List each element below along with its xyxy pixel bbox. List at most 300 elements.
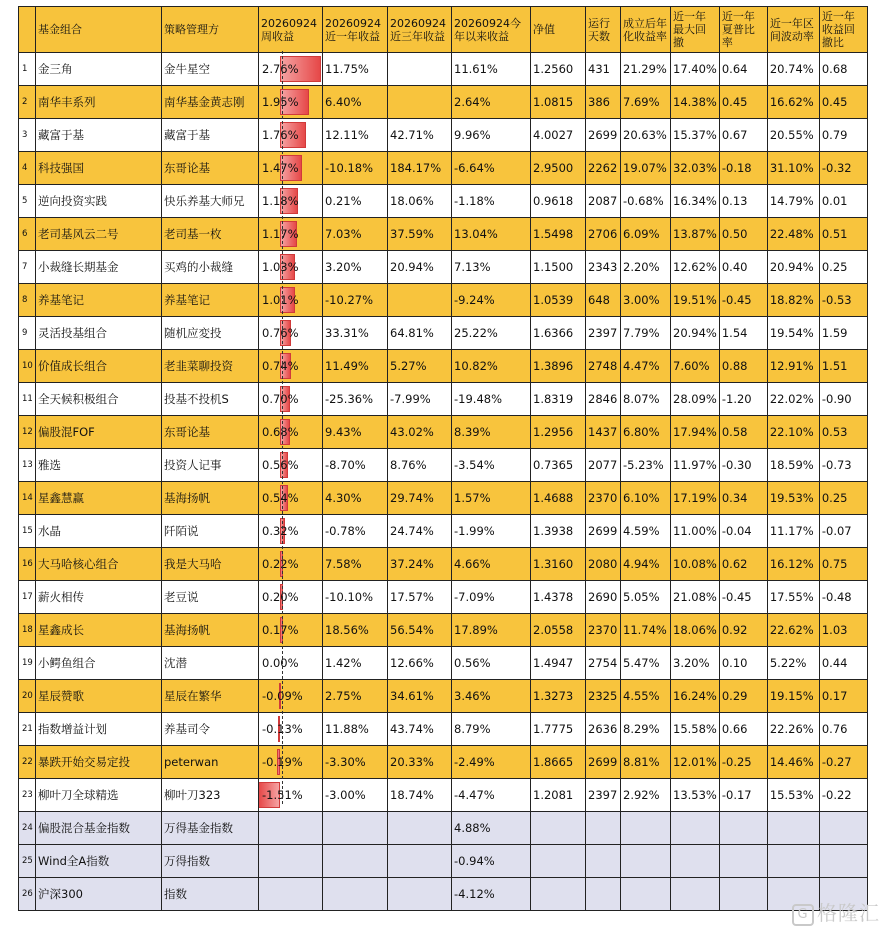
value-cell: 18.06% (671, 614, 720, 647)
row-number: 10 (19, 350, 36, 383)
value-cell: -0.04 (719, 515, 767, 548)
value-cell: 21.29% (621, 53, 671, 86)
value-cell: 8.07% (621, 383, 671, 416)
value-cell: 2706 (586, 218, 621, 251)
value-cell: 6.80% (621, 416, 671, 449)
value-cell: 1.2560 (531, 53, 586, 86)
row-number: 11 (19, 383, 36, 416)
header-cell-no (19, 7, 36, 53)
value-cell: -4.47% (452, 779, 531, 812)
table-row (19, 614, 868, 647)
table-row (19, 449, 868, 482)
manager-cell: 星辰在繁华 (162, 680, 259, 713)
weekly-return-value (259, 854, 262, 868)
weekly-return-value: -0.13% (262, 721, 303, 736)
value-cell: 4.59% (621, 515, 671, 548)
value-cell: 8.81% (621, 746, 671, 779)
fund-name-cell: 沪深300 (36, 878, 162, 911)
value-cell: 17.57% (388, 581, 452, 614)
value-cell: 1.0539 (531, 284, 586, 317)
value-cell: 1.2956 (531, 416, 586, 449)
value-cell: 1.6366 (531, 317, 586, 350)
value-cell: 22.02% (767, 383, 819, 416)
value-cell: -0.07 (819, 515, 867, 548)
fund-name-cell: 小鳄鱼组合 (36, 647, 162, 680)
value-cell (586, 812, 621, 845)
weekly-return-value: 1.18% (262, 193, 299, 208)
value-cell: 7.69% (621, 86, 671, 119)
weekly-return-cell (259, 779, 323, 812)
value-cell (531, 878, 586, 911)
value-cell: 33.31% (323, 317, 388, 350)
value-cell (767, 845, 819, 878)
row-number: 15 (19, 515, 36, 548)
weekly-return-cell (259, 53, 323, 86)
value-cell (531, 812, 586, 845)
header-cell: 近一年收益回撤比 (819, 7, 867, 53)
value-cell: 2699 (586, 119, 621, 152)
value-cell: -2.49% (452, 746, 531, 779)
table-row (19, 845, 868, 878)
table-row (19, 812, 868, 845)
weekly-return-value: 1.95% (262, 94, 299, 109)
value-cell: 2699 (586, 746, 621, 779)
fund-name-cell: 藏富于基 (36, 119, 162, 152)
weekly-return-value: -1.51% (262, 787, 303, 802)
manager-cell: 金牛星空 (162, 53, 259, 86)
value-cell: 3.20% (671, 647, 720, 680)
value-cell: 20.33% (388, 746, 452, 779)
value-cell: -5.23% (621, 449, 671, 482)
weekly-return-cell (259, 317, 323, 350)
value-cell: 1.0815 (531, 86, 586, 119)
weekly-return-cell (259, 614, 323, 647)
watermark (792, 897, 880, 926)
manager-cell: 我是大马哈 (162, 548, 259, 581)
value-cell: 1.8319 (531, 383, 586, 416)
weekly-return-value: 1.76% (262, 127, 299, 142)
value-cell: 2077 (586, 449, 621, 482)
fund-name-cell: 水晶 (36, 515, 162, 548)
value-cell: 4.66% (452, 548, 531, 581)
value-cell (586, 845, 621, 878)
value-cell: 14.46% (767, 746, 819, 779)
weekly-return-cell (259, 416, 323, 449)
table-row (19, 284, 868, 317)
value-cell (323, 878, 388, 911)
value-cell (388, 53, 452, 86)
value-cell: 2370 (586, 482, 621, 515)
header-cell: 20260924近三年收益 (388, 7, 452, 53)
value-cell: -1.18% (452, 185, 531, 218)
value-cell (323, 845, 388, 878)
value-cell: 19.54% (767, 317, 819, 350)
value-cell: 17.94% (671, 416, 720, 449)
value-cell: 32.03% (671, 152, 720, 185)
value-cell (586, 878, 621, 911)
table-row (19, 581, 868, 614)
value-cell: 6.10% (621, 482, 671, 515)
value-cell: 8.29% (621, 713, 671, 746)
fund-name-cell: 柳叶刀全球精选 (36, 779, 162, 812)
weekly-return-cell (259, 680, 323, 713)
header-cell: 净值 (531, 7, 586, 53)
value-cell: 16.34% (671, 185, 720, 218)
value-cell: 0.51 (819, 218, 867, 251)
value-cell: -7.09% (452, 581, 531, 614)
value-cell: 6.09% (621, 218, 671, 251)
value-cell: 0.01 (819, 185, 867, 218)
weekly-return-cell (259, 581, 323, 614)
value-cell: 0.40 (719, 251, 767, 284)
value-cell: 15.58% (671, 713, 720, 746)
value-cell: -1.99% (452, 515, 531, 548)
value-cell: 1.3273 (531, 680, 586, 713)
fund-name-cell: 星鑫慧赢 (36, 482, 162, 515)
value-cell: 14.38% (671, 86, 720, 119)
weekly-return-cell (259, 251, 323, 284)
value-cell: -0.90 (819, 383, 867, 416)
fund-name-cell: 星鑫成长 (36, 614, 162, 647)
value-cell: -3.00% (323, 779, 388, 812)
value-cell: -0.17 (719, 779, 767, 812)
value-cell: -6.64% (452, 152, 531, 185)
value-cell: -0.48 (819, 581, 867, 614)
row-number: 22 (19, 746, 36, 779)
value-cell: 20.55% (767, 119, 819, 152)
fund-name-cell: 星辰赞歌 (36, 680, 162, 713)
weekly-return-cell (259, 647, 323, 680)
value-cell: 648 (586, 284, 621, 317)
value-cell: 2.75% (323, 680, 388, 713)
value-cell: 3.00% (621, 284, 671, 317)
header-cell: 策略管理方 (162, 7, 259, 53)
fund-name-cell: 薪火相传 (36, 581, 162, 614)
value-cell: 29.74% (388, 482, 452, 515)
weekly-return-value: 2.76% (262, 61, 299, 76)
value-cell: 1.4688 (531, 482, 586, 515)
table-row (19, 383, 868, 416)
manager-cell: 南华基金黄志刚 (162, 86, 259, 119)
value-cell: 0.9618 (531, 185, 586, 218)
weekly-return-value: 0.22% (262, 556, 299, 571)
manager-cell: 沈潜 (162, 647, 259, 680)
value-cell: 11.88% (323, 713, 388, 746)
value-cell: 0.45 (819, 86, 867, 119)
weekly-return-cell (259, 482, 323, 515)
value-cell: 20.94% (388, 251, 452, 284)
value-cell: 0.92 (719, 614, 767, 647)
weekly-return-cell (259, 713, 323, 746)
value-cell: 12.11% (323, 119, 388, 152)
value-cell: 11.49% (323, 350, 388, 383)
weekly-return-cell (259, 449, 323, 482)
fund-name-cell: 偏股混FOF (36, 416, 162, 449)
value-cell: 2397 (586, 317, 621, 350)
value-cell: 0.21% (323, 185, 388, 218)
fund-name-cell: 科技强国 (36, 152, 162, 185)
value-cell: 2087 (586, 185, 621, 218)
value-cell: 20.94% (671, 317, 720, 350)
weekly-return-value (259, 821, 262, 835)
header-cell: 成立后年化收益率 (621, 7, 671, 53)
row-number: 17 (19, 581, 36, 614)
value-cell: 0.88 (719, 350, 767, 383)
manager-cell: 快乐养基大师兄 (162, 185, 259, 218)
value-cell: -25.36% (323, 383, 388, 416)
weekly-return-value: 0.68% (262, 424, 299, 439)
weekly-return-cell (259, 119, 323, 152)
value-cell (819, 845, 867, 878)
value-cell: 17.89% (452, 614, 531, 647)
value-cell: 18.56% (323, 614, 388, 647)
value-cell: 9.96% (452, 119, 531, 152)
value-cell: 1.1500 (531, 251, 586, 284)
table-row (19, 713, 868, 746)
value-cell: 43.02% (388, 416, 452, 449)
value-cell: 0.66 (719, 713, 767, 746)
manager-cell: 东哥论基 (162, 416, 259, 449)
manager-cell: 买鸡的小裁缝 (162, 251, 259, 284)
table-row (19, 119, 868, 152)
value-cell: 7.58% (323, 548, 388, 581)
row-number: 2 (19, 86, 36, 119)
value-cell: 25.22% (452, 317, 531, 350)
value-cell: 18.82% (767, 284, 819, 317)
weekly-return-value: 0.54% (262, 490, 299, 505)
value-cell: 1.57% (452, 482, 531, 515)
value-cell: 0.10 (719, 647, 767, 680)
value-cell: 0.13 (719, 185, 767, 218)
table-row (19, 251, 868, 284)
weekly-return-cell (259, 284, 323, 317)
manager-cell: 柳叶刀323 (162, 779, 259, 812)
row-number: 23 (19, 779, 36, 812)
value-cell: 16.12% (767, 548, 819, 581)
manager-cell: 养基笔记 (162, 284, 259, 317)
value-cell: 0.62 (719, 548, 767, 581)
value-cell: 2699 (586, 515, 621, 548)
value-cell: -8.70% (323, 449, 388, 482)
row-number: 12 (19, 416, 36, 449)
row-number: 13 (19, 449, 36, 482)
fund-name-cell: 价值成长组合 (36, 350, 162, 383)
manager-cell: 老豆说 (162, 581, 259, 614)
weekly-return-cell (259, 812, 323, 845)
value-cell: 1.42% (323, 647, 388, 680)
table-row (19, 317, 868, 350)
value-cell: 18.06% (388, 185, 452, 218)
value-cell: 14.79% (767, 185, 819, 218)
value-cell (621, 845, 671, 878)
value-cell: 22.48% (767, 218, 819, 251)
manager-cell: 基海扬帆 (162, 614, 259, 647)
row-number: 24 (19, 812, 36, 845)
value-cell (388, 878, 452, 911)
table-row (19, 515, 868, 548)
row-number: 1 (19, 53, 36, 86)
weekly-return-value: 0.76% (262, 325, 299, 340)
weekly-return-value: -0.19% (262, 754, 303, 769)
weekly-return-cell (259, 746, 323, 779)
value-cell: 2690 (586, 581, 621, 614)
value-cell: 1.3160 (531, 548, 586, 581)
value-cell: 21.08% (671, 581, 720, 614)
table-row (19, 416, 868, 449)
value-cell: 13.53% (671, 779, 720, 812)
value-cell: 13.04% (452, 218, 531, 251)
row-number: 5 (19, 185, 36, 218)
value-cell: -3.54% (452, 449, 531, 482)
value-cell: 11.74% (621, 614, 671, 647)
value-cell: 0.76 (819, 713, 867, 746)
value-cell: 431 (586, 53, 621, 86)
value-cell: 5.27% (388, 350, 452, 383)
value-cell: -0.68% (621, 185, 671, 218)
weekly-return-cell (259, 152, 323, 185)
value-cell: 18.59% (767, 449, 819, 482)
value-cell: 0.7365 (531, 449, 586, 482)
value-cell: -4.12% (452, 878, 531, 911)
fund-name-cell: 逆向投资实践 (36, 185, 162, 218)
value-cell: 0.25 (819, 251, 867, 284)
value-cell: -0.22 (819, 779, 867, 812)
value-cell: -10.27% (323, 284, 388, 317)
value-cell: 4.94% (621, 548, 671, 581)
value-cell: 2262 (586, 152, 621, 185)
manager-cell: 阡陌说 (162, 515, 259, 548)
value-cell: 5.05% (621, 581, 671, 614)
header-cell: 近一年最大回撤 (671, 7, 720, 53)
weekly-return-value: 0.74% (262, 358, 299, 373)
value-cell: 1.03 (819, 614, 867, 647)
weekly-return-value: 1.47% (262, 160, 299, 175)
row-number: 9 (19, 317, 36, 350)
value-cell: 4.88% (452, 812, 531, 845)
value-cell: -10.10% (323, 581, 388, 614)
value-cell: 22.62% (767, 614, 819, 647)
table-row (19, 647, 868, 680)
value-cell: 3.46% (452, 680, 531, 713)
fund-name-cell: 老司基风云二号 (36, 218, 162, 251)
value-cell: -0.25 (719, 746, 767, 779)
value-cell: 11.17% (767, 515, 819, 548)
value-cell: 2.0558 (531, 614, 586, 647)
value-cell: 37.59% (388, 218, 452, 251)
fund-name-cell: Wind全A指数 (36, 845, 162, 878)
value-cell: 16.62% (767, 86, 819, 119)
fund-name-cell: 暴跌开始交易定投 (36, 746, 162, 779)
table-row (19, 350, 868, 383)
value-cell (767, 812, 819, 845)
value-cell: 8.76% (388, 449, 452, 482)
fund-name-cell: 小裁缝长期基金 (36, 251, 162, 284)
manager-cell: 指数 (162, 878, 259, 911)
value-cell: 10.82% (452, 350, 531, 383)
value-cell: 4.47% (621, 350, 671, 383)
value-cell: 12.66% (388, 647, 452, 680)
value-cell: 20.94% (767, 251, 819, 284)
table-row (19, 86, 868, 119)
zero-axis-line (282, 51, 283, 804)
value-cell (621, 812, 671, 845)
value-cell: 2.64% (452, 86, 531, 119)
row-number: 26 (19, 878, 36, 911)
weekly-return-value: 0.56% (262, 457, 299, 472)
value-cell: 42.71% (388, 119, 452, 152)
value-cell: 22.10% (767, 416, 819, 449)
value-cell: 0.58 (719, 416, 767, 449)
value-cell: 20.63% (621, 119, 671, 152)
value-cell: 10.08% (671, 548, 720, 581)
weekly-return-cell (259, 845, 323, 878)
table-row (19, 185, 868, 218)
value-cell: 17.40% (671, 53, 720, 86)
table-row (19, 548, 868, 581)
value-cell: 1.8665 (531, 746, 586, 779)
manager-cell: 基海扬帆 (162, 482, 259, 515)
table-row (19, 152, 868, 185)
value-cell: 0.56% (452, 647, 531, 680)
value-cell: 2754 (586, 647, 621, 680)
value-cell: 4.30% (323, 482, 388, 515)
value-cell (671, 845, 720, 878)
manager-cell: 投资人记事 (162, 449, 259, 482)
row-number: 4 (19, 152, 36, 185)
header-cell: 近一年区间波动率 (767, 7, 819, 53)
value-cell: 19.07% (621, 152, 671, 185)
manager-cell: 藏富于基 (162, 119, 259, 152)
watermark-text: 格隆汇 (817, 901, 880, 925)
manager-cell: 万得基金指数 (162, 812, 259, 845)
weekly-return-cell (259, 350, 323, 383)
row-number: 3 (19, 119, 36, 152)
weekly-return-cell (259, 185, 323, 218)
value-cell: 0.68 (819, 53, 867, 86)
value-cell: 0.75 (819, 548, 867, 581)
value-cell: 11.75% (323, 53, 388, 86)
value-cell: 9.43% (323, 416, 388, 449)
value-cell (719, 845, 767, 878)
weekly-return-value: 0.20% (262, 589, 299, 604)
table-row (19, 218, 868, 251)
header-cell: 20260924今年以来收益 (452, 7, 531, 53)
value-cell (388, 812, 452, 845)
value-cell: 24.74% (388, 515, 452, 548)
value-cell: 28.09% (671, 383, 720, 416)
header-cell: 20260924周收益 (259, 7, 323, 53)
fund-name-cell: 金三角 (36, 53, 162, 86)
weekly-return-value: 0.00% (262, 655, 299, 670)
fund-name-cell: 南华丰系列 (36, 86, 162, 119)
fund-name-cell: 灵活投基组合 (36, 317, 162, 350)
value-cell: 64.81% (388, 317, 452, 350)
value-cell: -0.27 (819, 746, 867, 779)
value-cell: 56.54% (388, 614, 452, 647)
header-cell: 运行天数 (586, 7, 621, 53)
value-cell: 0.17 (819, 680, 867, 713)
value-cell: 0.45 (719, 86, 767, 119)
value-cell: 4.0027 (531, 119, 586, 152)
value-cell: 2.9500 (531, 152, 586, 185)
manager-cell: 投基不投机S (162, 383, 259, 416)
value-cell: 5.22% (767, 647, 819, 680)
value-cell: 0.79 (819, 119, 867, 152)
value-cell: 1.4947 (531, 647, 586, 680)
weekly-return-cell (259, 383, 323, 416)
manager-cell: 随机应変投 (162, 317, 259, 350)
value-cell: 13.87% (671, 218, 720, 251)
